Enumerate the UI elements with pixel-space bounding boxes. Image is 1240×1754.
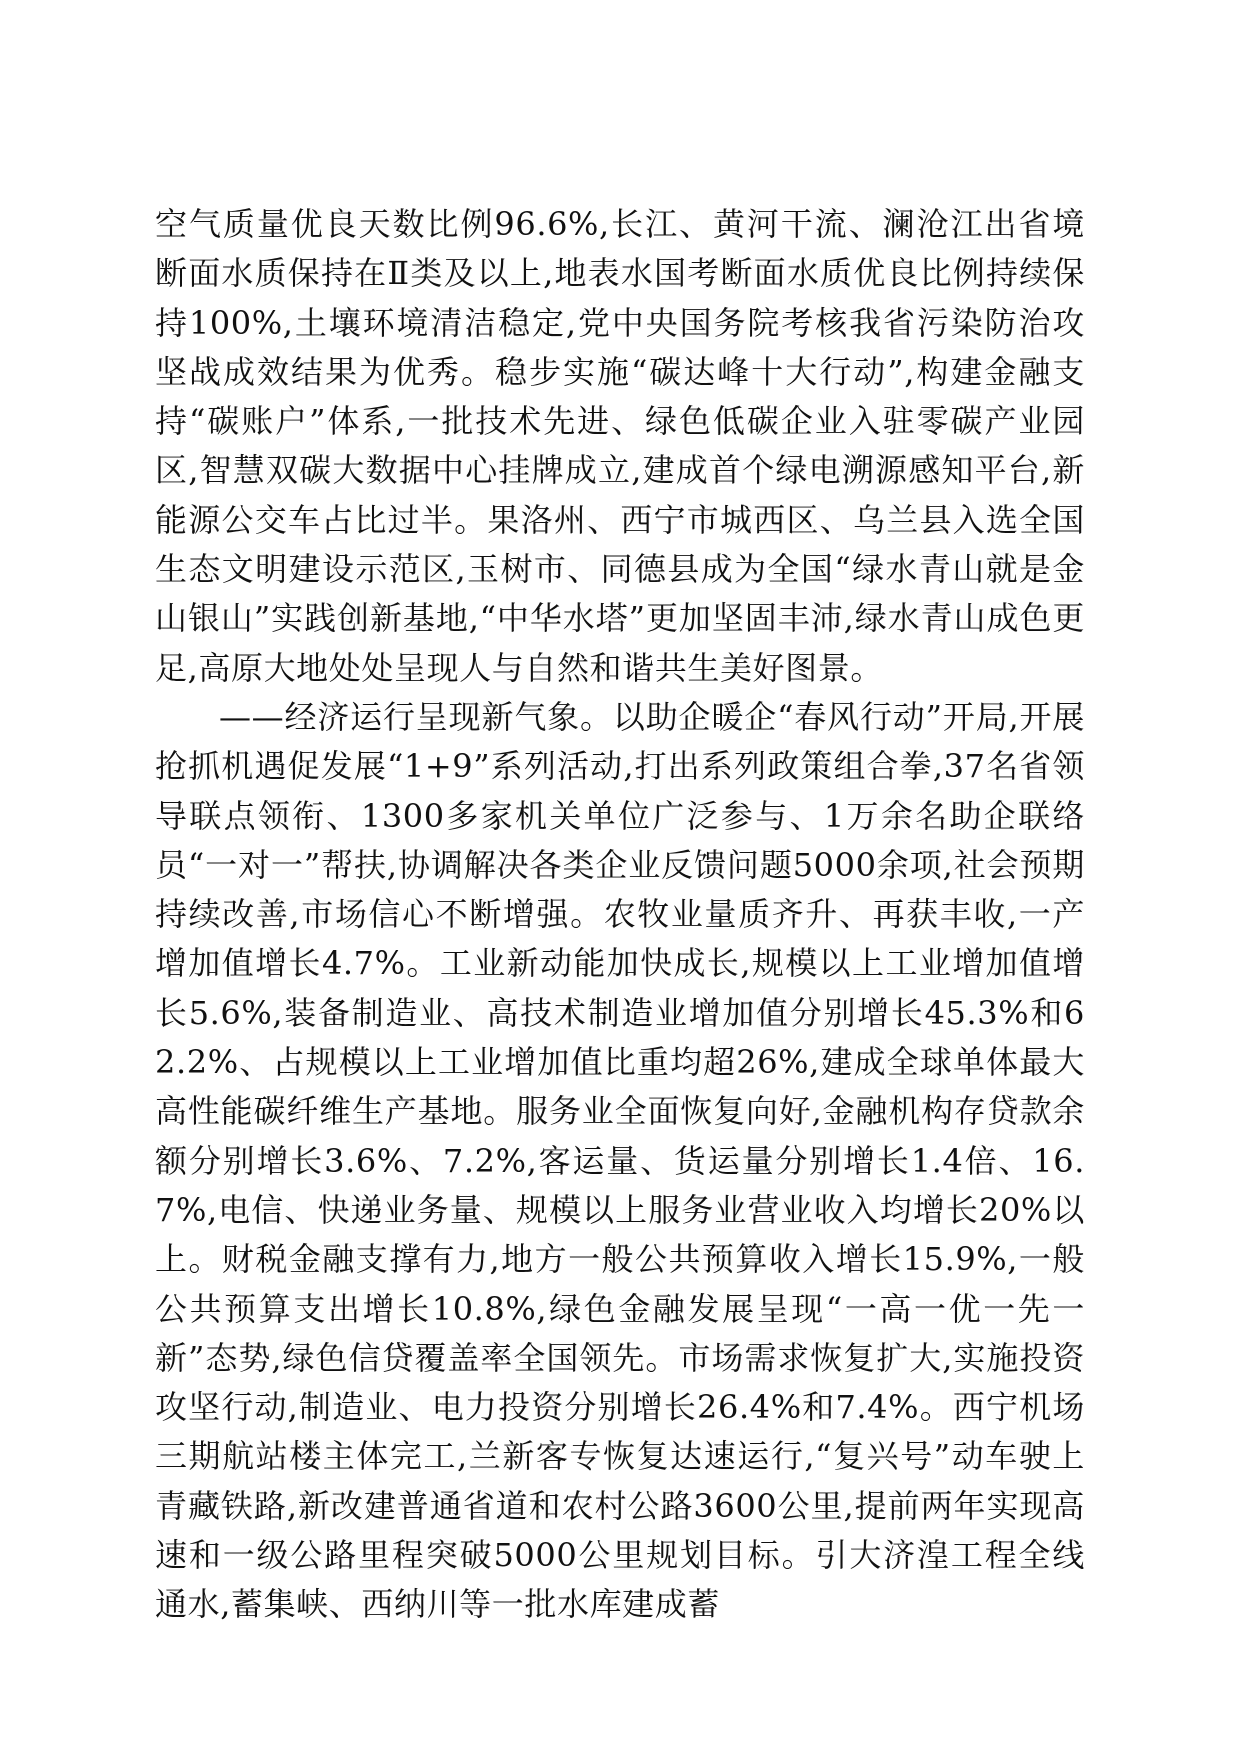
body-text [155, 200, 1085, 1630]
paragraph-economy: ——经济运行呈现新气象。以助企暖企“春风行动”开局,开展抢抓机遇促发展“1+9”系列活动,打出系列政策组合拳,37名省领导联点领衔、1300多家机关单位广泛参与、1万余名助企联络员“一对一”帮扶,协调解决各类企业反馈问题5000余项,社会预期持续改善,市场信心不断增强。农牧业量质齐升、再获丰收,一产增加值增长4.7%。工业新动能加快成长,规模以上工业增加值增长5.6%,装备制造业、高技术制造业增加值分别增长45.3%和62.2%、占规模以上工业增加值比重均超26%,建成全球单体最大高性能碳纤维生产基地。服务业全面恢复向好,金融机构存贷款余额分别增长3.6%、7.2%,客运量、货运量分别增长1.4倍、16.7%,电信、快递业务量、规模以上服务业营业收入均增长20%以上。财税金融支撑有力,地方一般公共预算收入增长15.9%,一般公共预算支出增长10.8%,绿色金融发展呈现“一高一优一先一新”态势,绿色信贷覆盖率全国领先。市场需求恢复扩大,实施投资攻坚行动,制造业、电力投资分别增长26.4%和7.4%。西宁机场三期航站楼主体完工,兰新客专恢复达速运行,“复兴号”动车驶上青藏铁路,新改建普通省道和农村公路3600公里,提前两年实现高速和一级公路里程突破5000公里规划目标。引大济湟工程全线通水,蓄集峡、西纳川等一批水库建成蓄 [155, 697, 1085, 1624]
paragraph-ecology: 空气质量优良天数比例96.6%,长江、黄河干流、澜沧江出省境断面水质保持在Ⅱ类及以上,地表水国考断面水质优良比例持续保持100%,土壤环境清洁稳定,党中央国务院考核我省污染防治攻坚战成效结果为优秀。稳步实施“碳达峰十大行动”,构建金融支持“碳账户”体系,一批技术先进、绿色低碳企业入驻零碳产业园区,智慧双碳大数据中心挂牌成立,建成首个绿电溯源感知平台,新能源公交车占比过半。果洛州、西宁市城西区、乌兰县入选全国生态文明建设示范区,玉树市、同德县成为全国“绿水青山就是金山银山”实践创新基地,“中华水塔”更加坚固丰沛,绿水青山成色更足,高原大地处处呈现人与自然和谐共生美好图景。 [155, 205, 1085, 687]
